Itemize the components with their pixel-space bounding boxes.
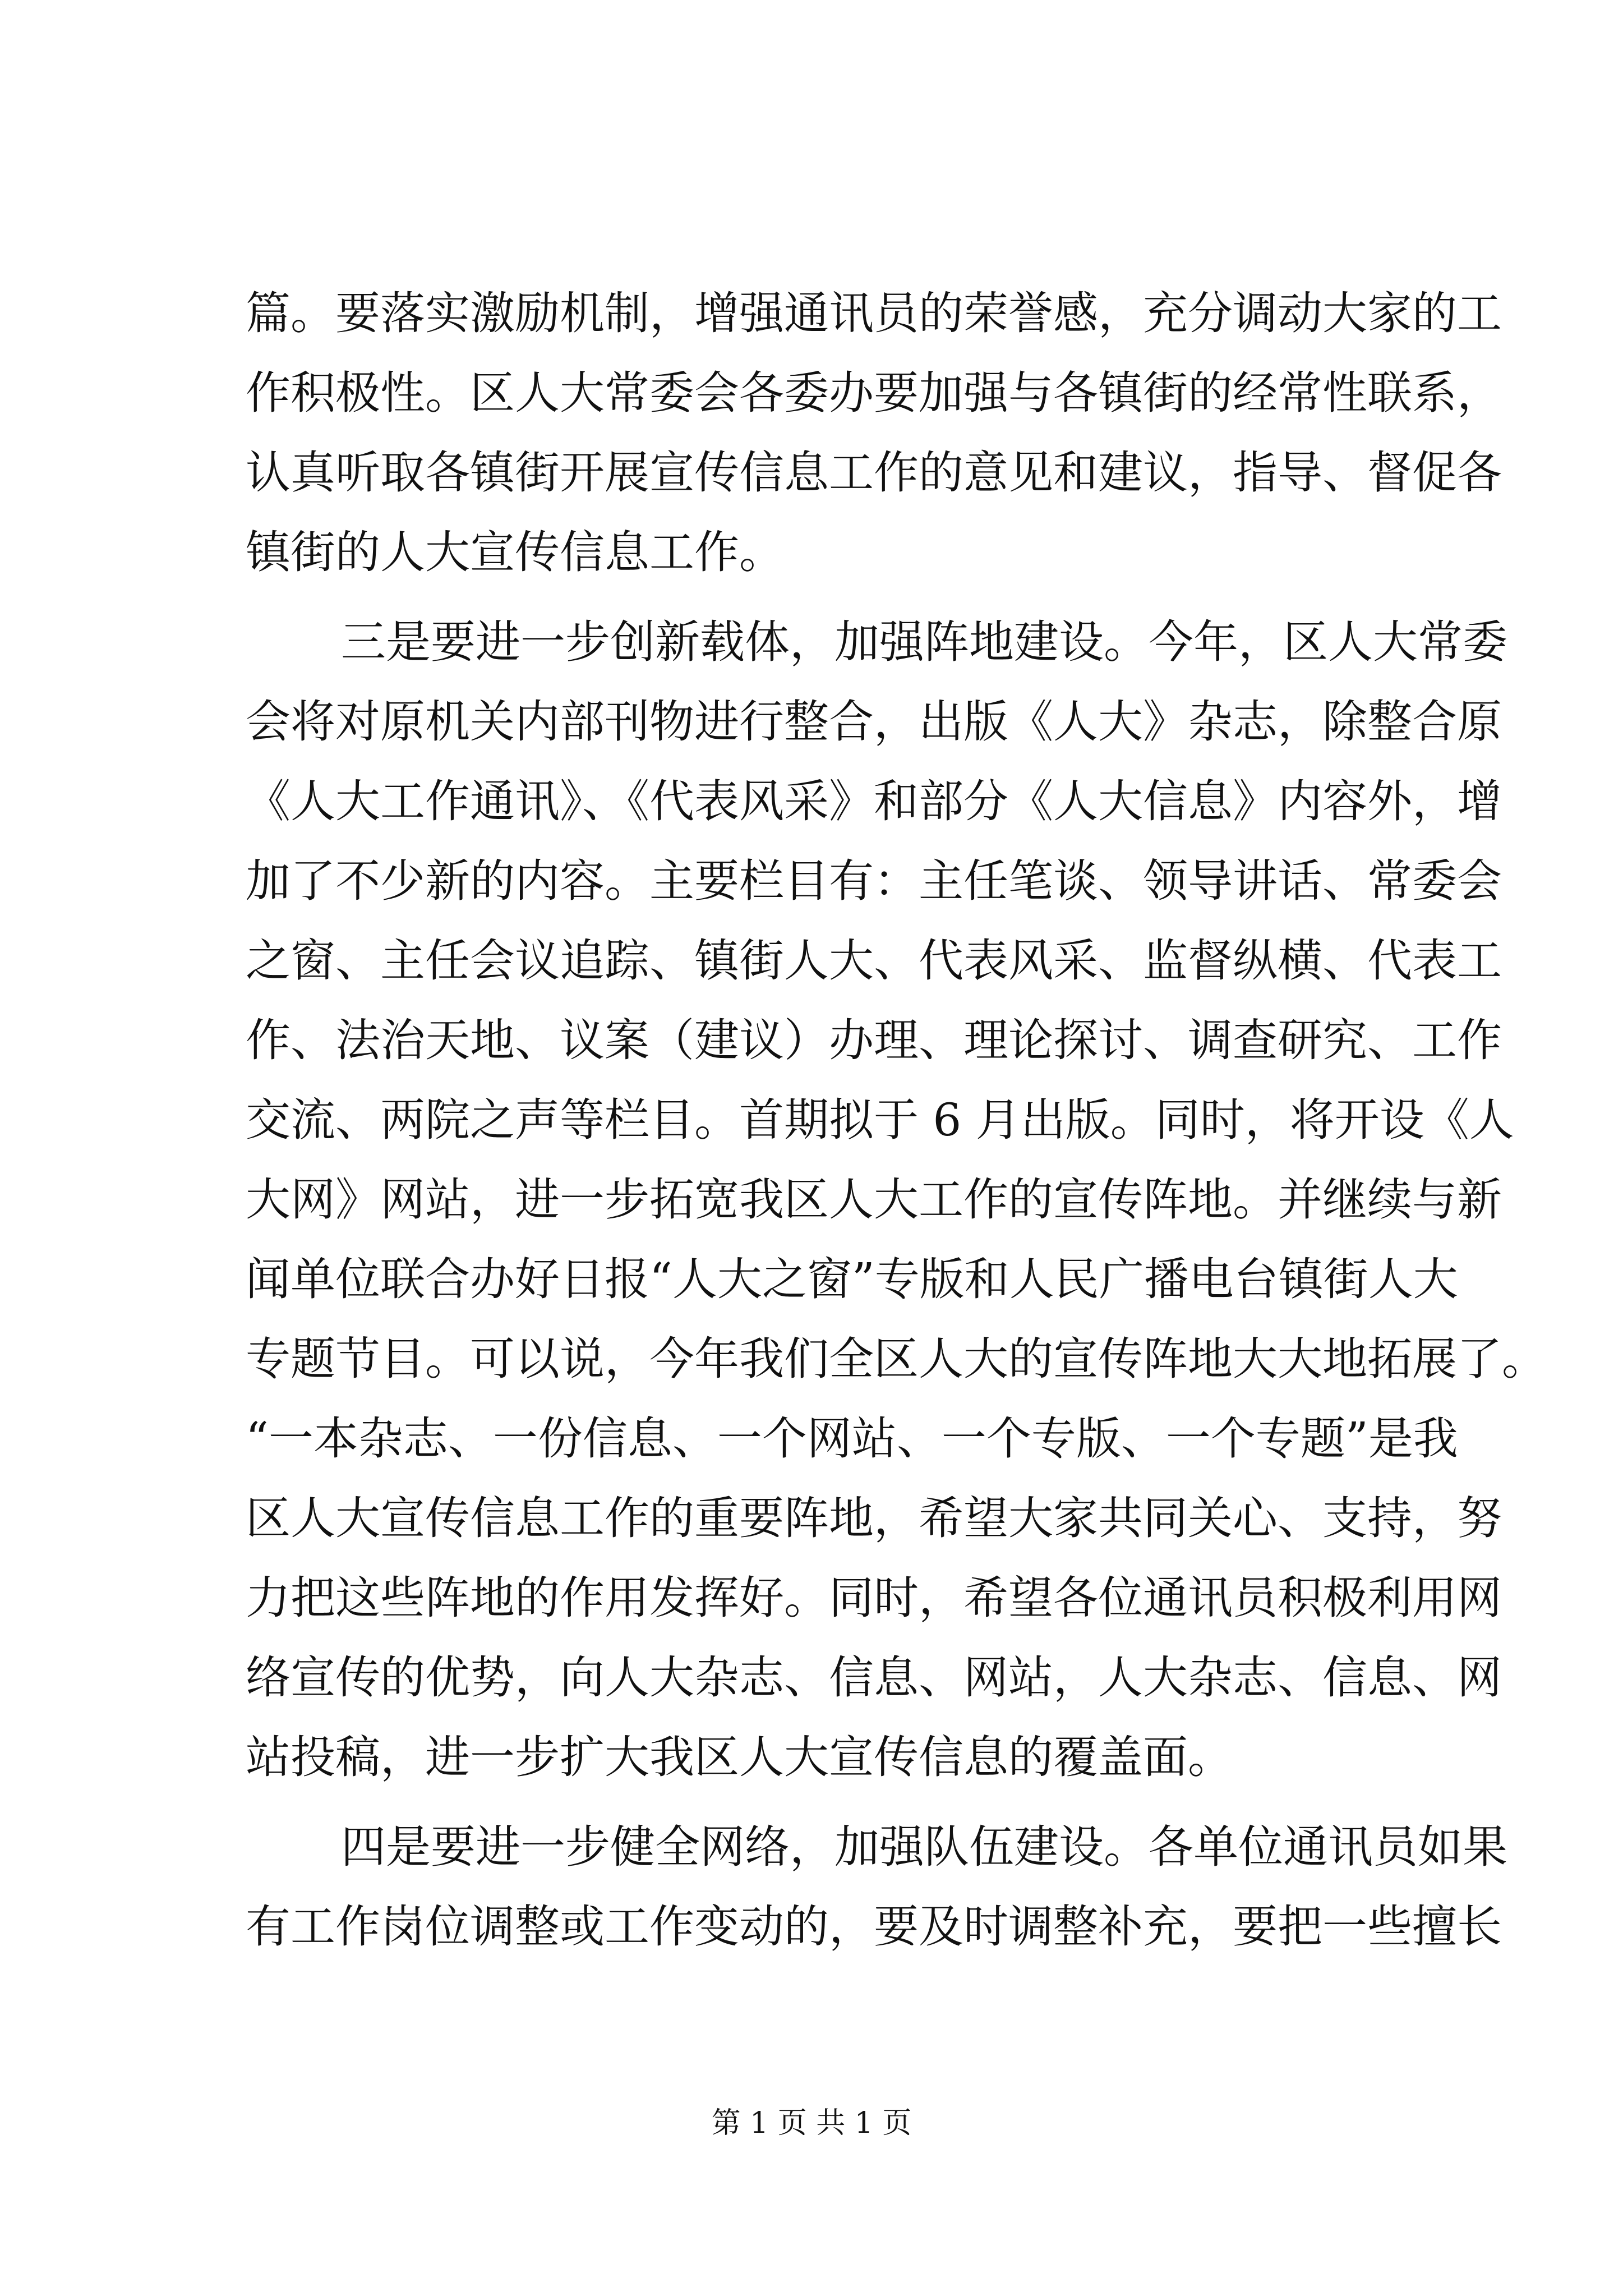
text-line: 认真听取各镇街开展宣传信息工作的意见和建议，指导、督促各	[246, 447, 1502, 499]
paragraph-2	[246, 602, 1547, 1797]
text-line: 力把这些阵地的作用发挥好。同时，希望各位通讯员积极利用网	[246, 1572, 1502, 1624]
text-line: 闻单位联合办好日报“人大之窗”专版和人民广播电台镇街人大	[246, 1253, 1458, 1305]
paragraph-1	[246, 274, 1502, 592]
document-body	[246, 274, 1547, 1967]
text-line: 区人大宣传信息工作的重要阵地，希望大家共同关心、支持，努	[246, 1492, 1502, 1544]
text-line: 作积极性。区人大常委会各委办要加强与各镇街的经常性联系，	[246, 367, 1502, 419]
text-line: 镇街的人大宣传信息工作。	[246, 526, 784, 578]
text-line: 《人大工作通讯》、《代表风采》和部分《人大信息》内容外，增	[246, 775, 1502, 827]
page-number-footer: 第 1 页 共 1 页	[711, 2106, 912, 2140]
text-line: 四是要进一步健全网络，加强队伍建设。各单位通讯员如果	[341, 1821, 1507, 1873]
text-line: 篇。要落实激励机制，增强通讯员的荣誉感，充分调动大家的工	[246, 287, 1502, 339]
text-line: “一本杂志、一份信息、一个网站、一个专版、一个专题”是我	[246, 1412, 1458, 1465]
text-line: 会将对原机关内部刊物进行整合，出版《人大》杂志，除整合原	[246, 696, 1502, 748]
text-line: 大网》网站，进一步拓宽我区人大工作的宣传阵地。并继续与新	[246, 1174, 1502, 1226]
text-line: 专题节目。可以说，今年我们全区人大的宣传阵地大大地拓展了。	[246, 1333, 1547, 1385]
text-line: 站投稿，进一步扩大我区人大宣传信息的覆盖面。	[246, 1731, 1233, 1783]
text-line: 有工作岗位调整或工作变动的，要及时调整补充，要把一些擅长	[246, 1901, 1502, 1953]
text-line: 加了不少新的内容。主要栏目有：主任笔谈、领导讲话、常委会	[246, 855, 1502, 907]
text-line: 络宣传的优势，向人大杂志、信息、网站，人大杂志、信息、网	[246, 1651, 1502, 1704]
text-line: 作、法治天地、议案（建议）办理、理论探讨、调查研究、工作	[246, 1014, 1502, 1066]
text-line: 之窗、主任会议追踪、镇街人大、代表风采、监督纵横、代表工	[246, 935, 1502, 987]
text-line: 三是要进一步创新载体，加强阵地建设。今年，区人大常委	[341, 616, 1507, 668]
paragraph-3	[246, 1807, 1507, 1967]
text-line: 交流、两院之声等栏目。首期拟于 6 月出版。同时，将开设《人	[246, 1094, 1514, 1146]
